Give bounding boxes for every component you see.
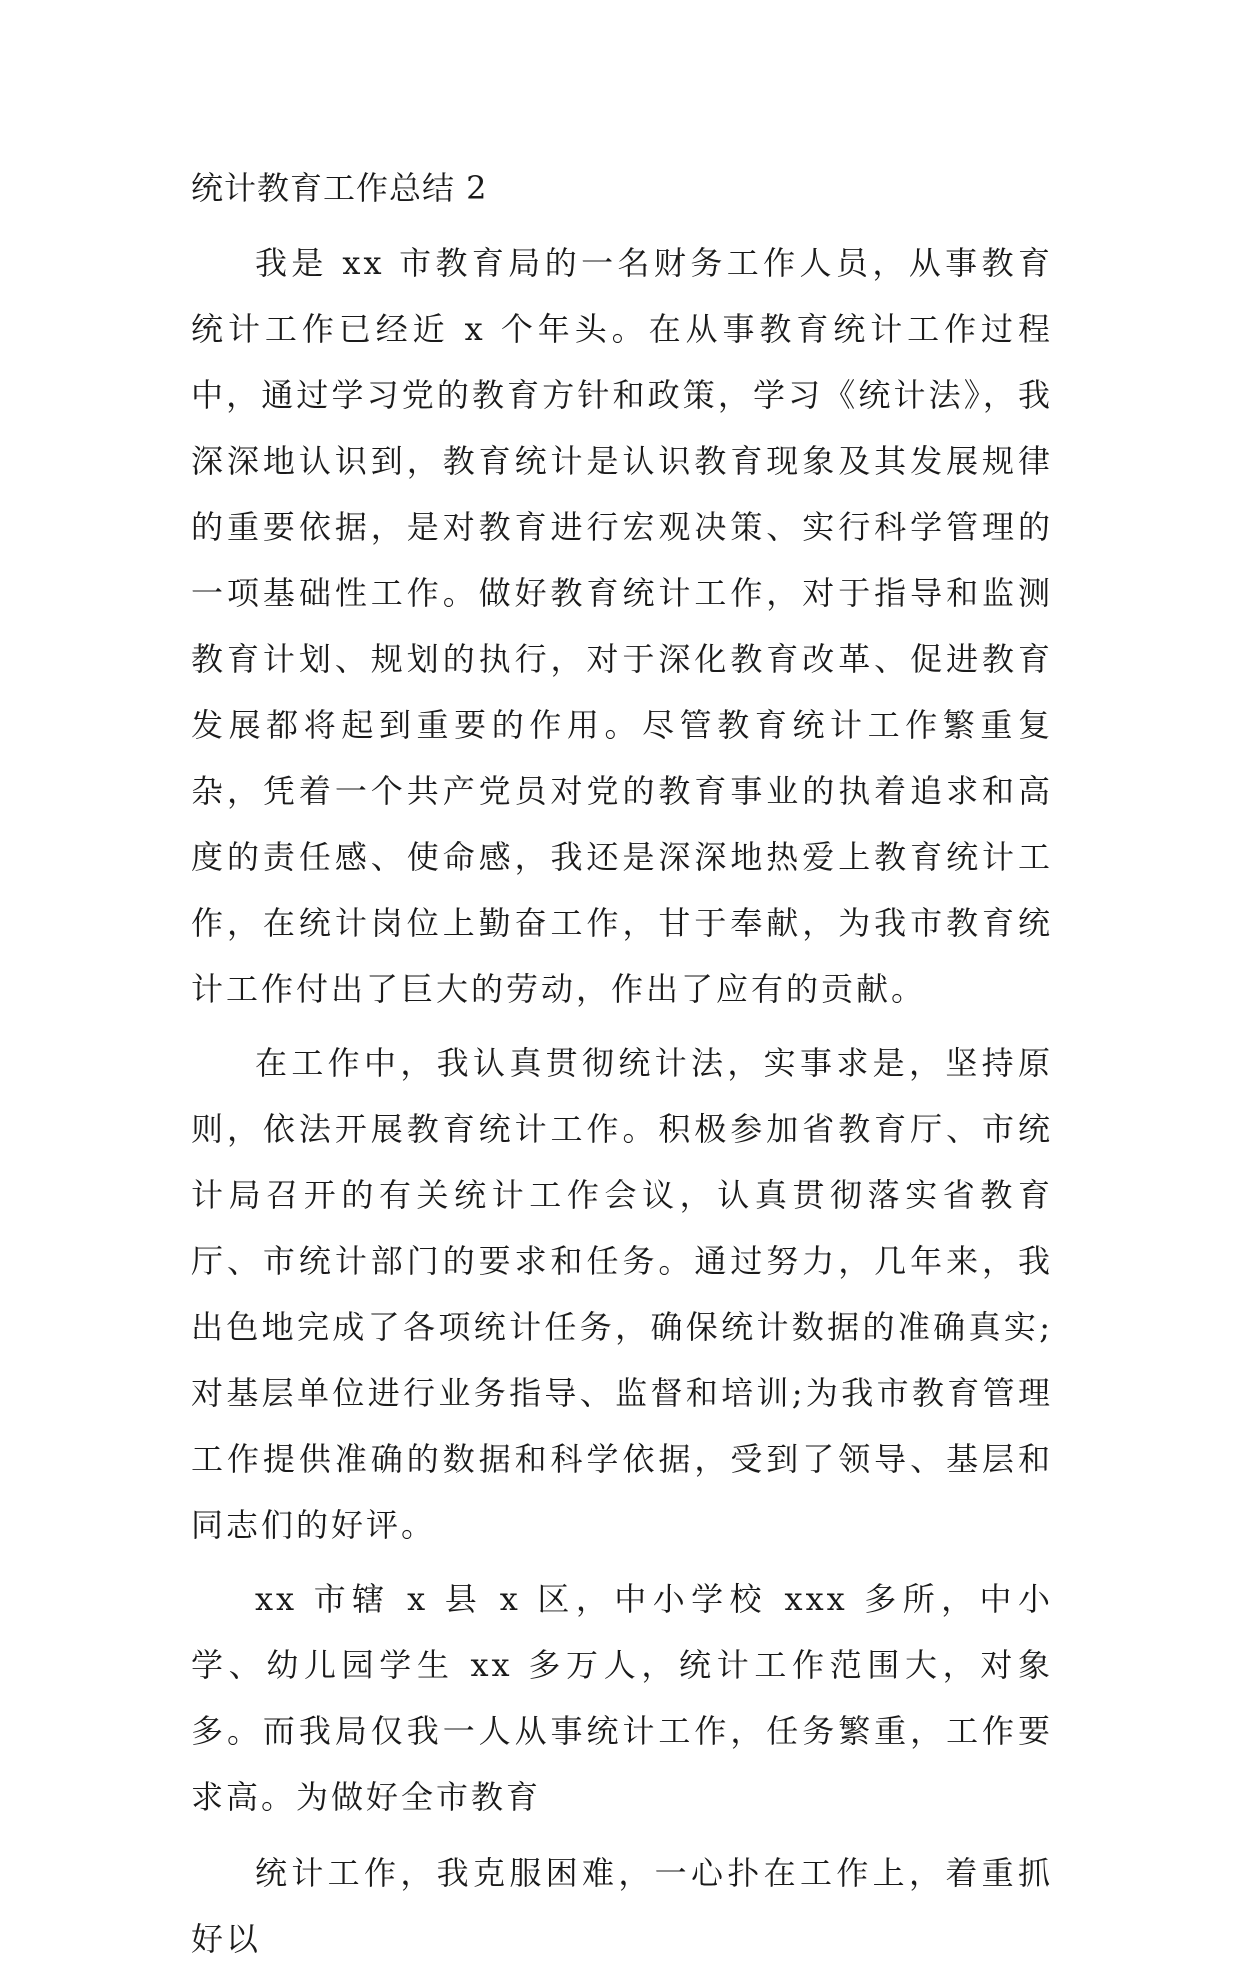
paragraph-4: 统计工作，我克服困难，一心扑在工作上，着重抓好以: [191, 1854, 1053, 1958]
paragraph-3: xx 市辖 x 县 x 区，中小学校 xxx 多所，中小学、幼儿园学生 xx 多万人，统计工作范围大，对象多。而我局仅我一人从事统计工作，任务繁重，工作要求高。为做好全市教育: [191, 1580, 1053, 1816]
paragraph-2: 在工作中，我认真贯彻统计法，实事求是，坚持原则，依法开展教育统计工作。积极参加省教育厅、市统计局召开的有关统计工作会议，认真贯彻落实省教育厅、市统计部门的要求和任务。通过努力，几年来，我出色地完成了各项统计任务，确保统计数据的准确真实;对基层单位进行业务指导、监督和培训;为我市教育管理工作提供准确的数据和科学依据，受到了领导、基层和同志们的好评。: [191, 1044, 1053, 1544]
paragraph-1: 我是 xx 市教育局的一名财务工作人员，从事教育统计工作已经近 x 个年头。在从事教育统计工作过程中，通过学习党的教育方针和政策，学习《统计法》，我深深地认识到，教育统计是认识教育现象及其发展规律的重要依据，是对教育进行宏观决策、实行科学管理的一项基础性工作。做好教育统计工作，对于指导和监测教育计划、规划的执行，对于深化教育改革、促进教育发展都将起到重要的作用。尽管教育统计工作繁重复杂，凭着一个共产党员对党的教育事业的执着追求和高度的责任感、使命感，我还是深深地热爱上教育统计工作，在统计岗位上勤奋工作，甘于奉献，为我市教育统计工作付出了巨大的劳动，作出了应有的贡献。: [191, 244, 1053, 1008]
document-title: 统计教育工作总结 2: [191, 169, 488, 207]
document-body: [191, 158, 1053, 1980]
